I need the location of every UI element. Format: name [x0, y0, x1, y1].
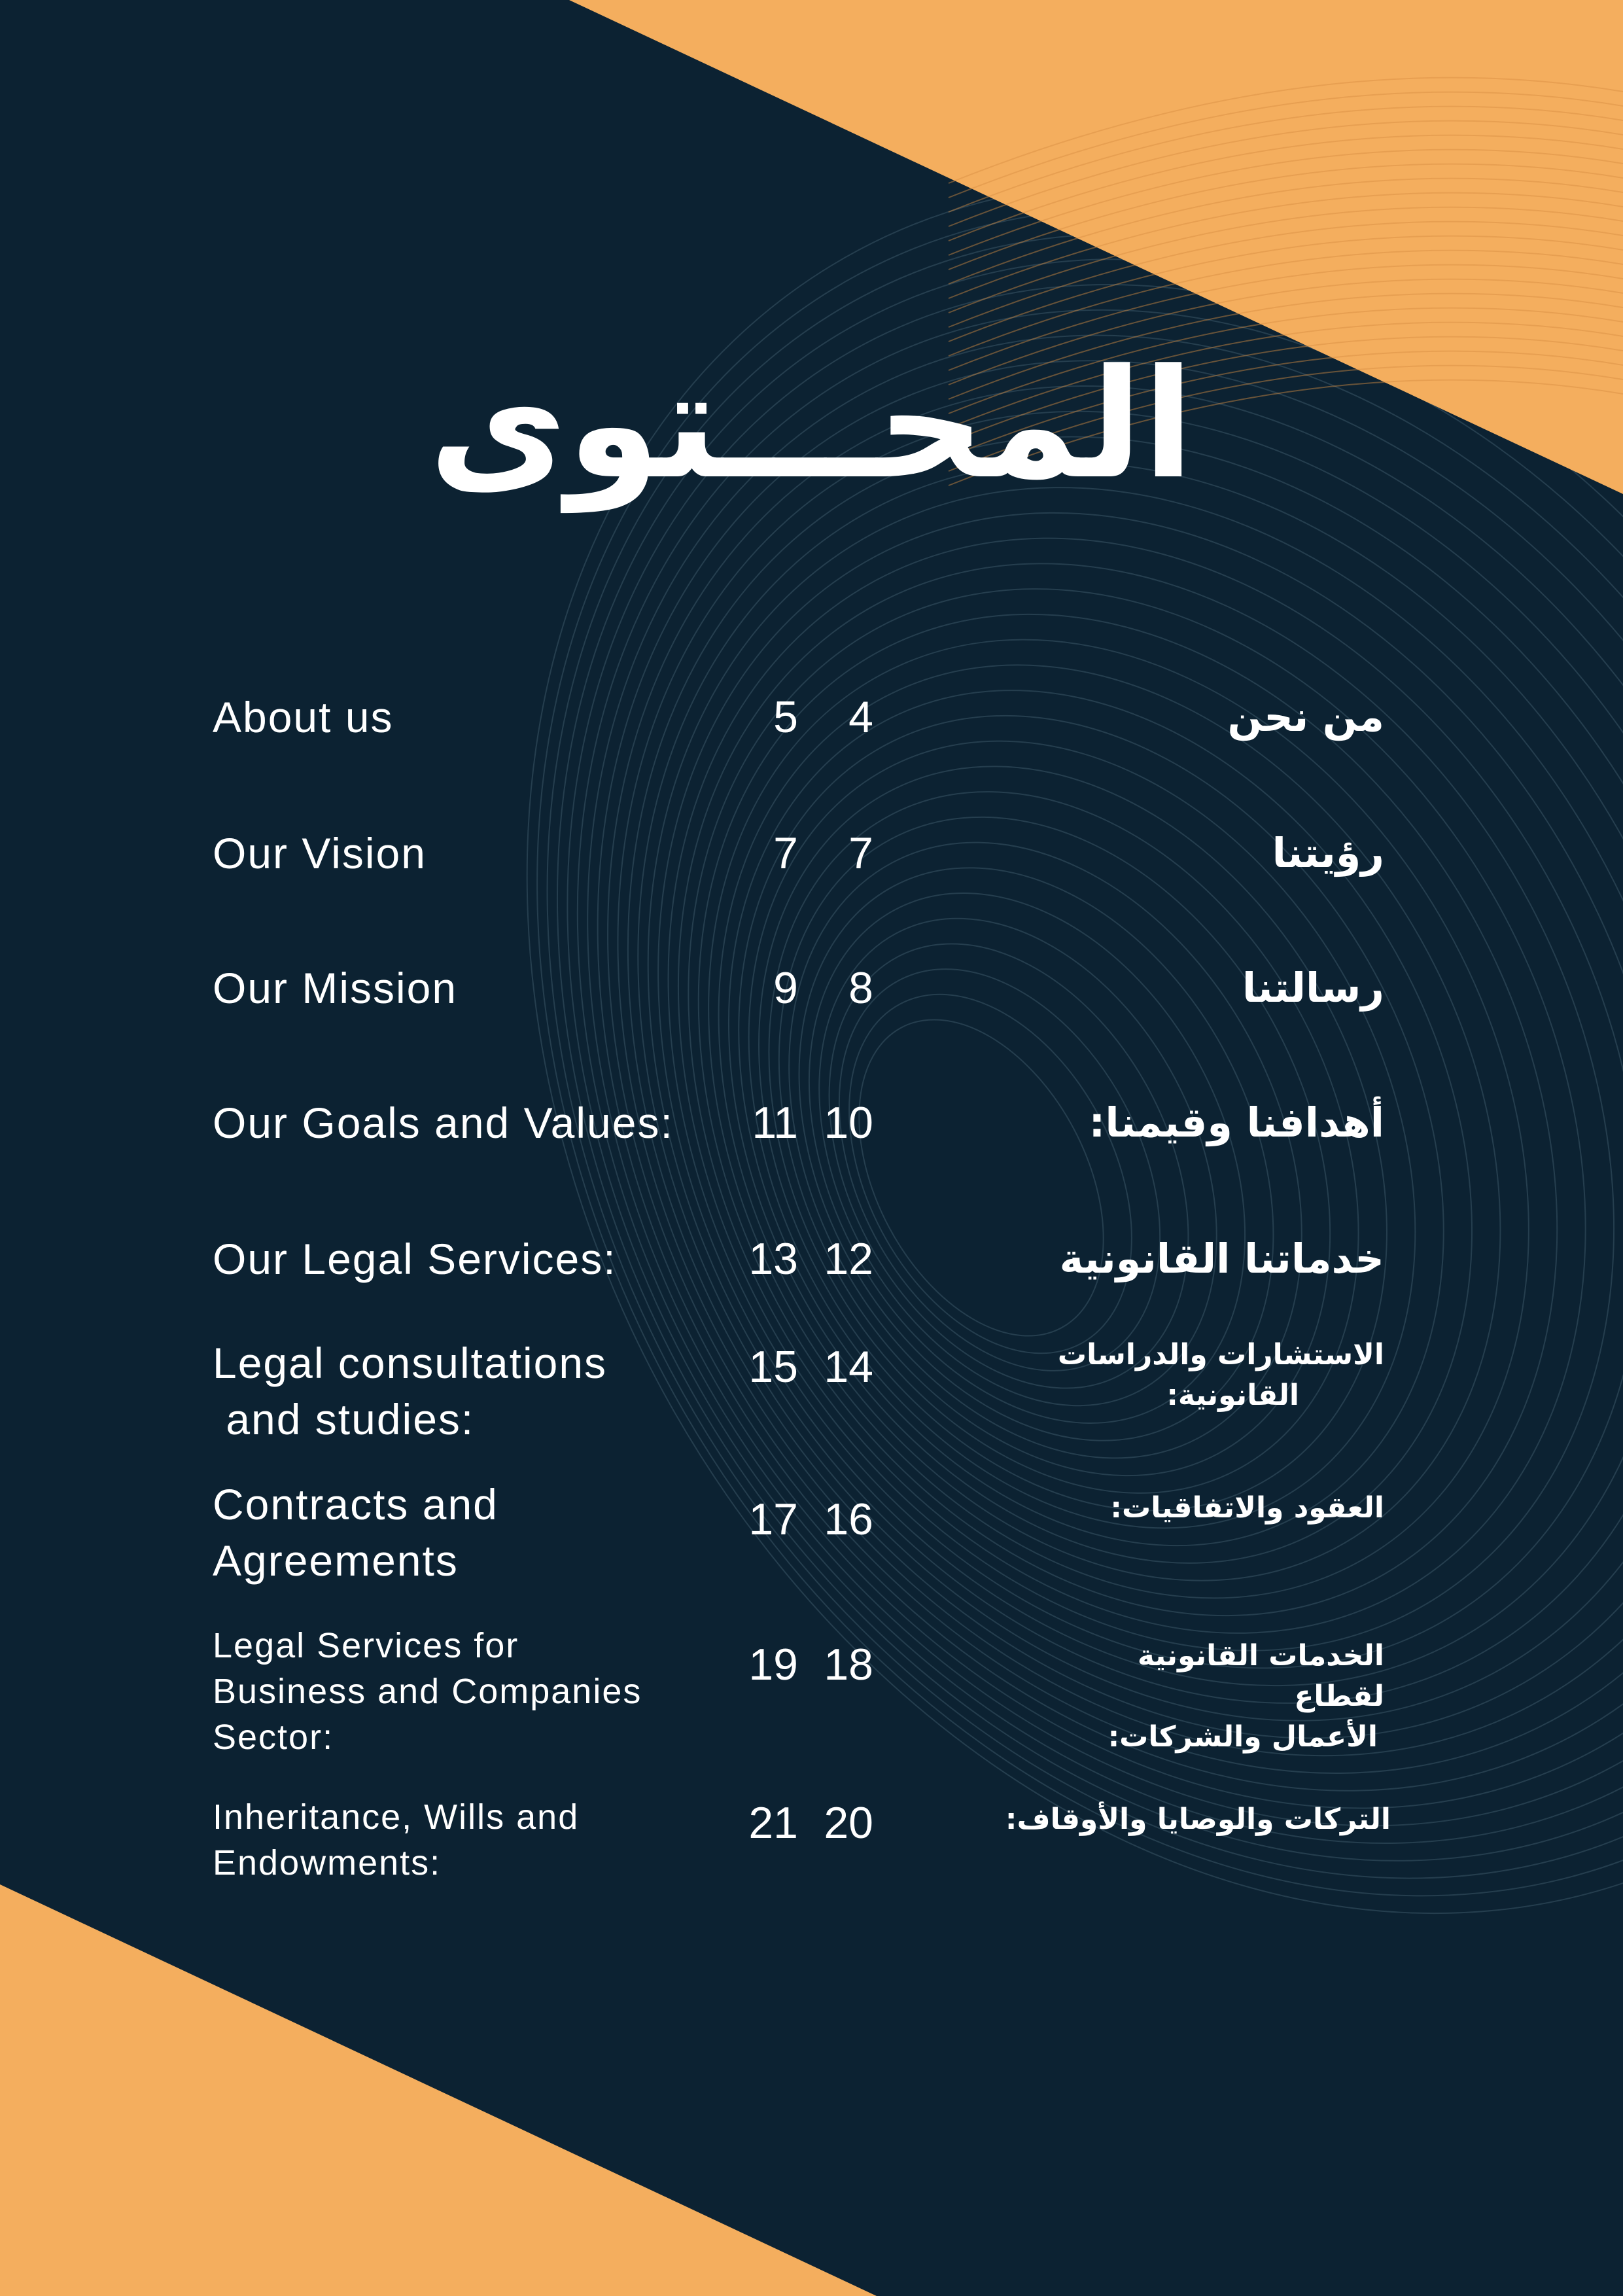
- toc-ar-page: 7: [848, 828, 873, 878]
- toc-en-label: [213, 1476, 684, 1589]
- toc-en-page: 11: [752, 1098, 798, 1148]
- toc-ar-page: 16: [824, 1494, 873, 1544]
- page-title: المحـــتوى: [428, 338, 1195, 512]
- toc-en-label: About us: [213, 693, 394, 741]
- toc-en-label: [213, 1335, 684, 1447]
- toc-en-page: 9: [773, 963, 798, 1013]
- toc-en-line: Endowments:: [213, 1843, 442, 1882]
- toc-ar-page: 18: [824, 1640, 873, 1689]
- toc-en-page: 15: [748, 1342, 798, 1392]
- toc-ar-label: [1044, 1636, 1384, 1757]
- toc-en-line: Contracts and: [213, 1480, 498, 1528]
- toc-en-line: Business and Companies: [213, 1672, 642, 1711]
- toc-en-line: Inheritance, Wills and: [213, 1797, 580, 1837]
- toc-ar-page: 8: [848, 963, 873, 1013]
- toc-ar-page: 20: [824, 1798, 873, 1848]
- toc-en-line: Agreements: [213, 1536, 459, 1585]
- toc-en-page: 17: [748, 1494, 798, 1544]
- toc-ar-label: أهدافنا وقيمنا:: [1089, 1099, 1384, 1146]
- toc-ar-line: الأعمال والشركات:: [1108, 1720, 1378, 1754]
- toc-ar-line: القانونية:: [1166, 1379, 1299, 1412]
- toc-ar-page: 12: [824, 1234, 873, 1284]
- toc-en-page: 7: [773, 828, 798, 878]
- toc-ar-label: رؤيتنا: [1272, 829, 1384, 877]
- toc-ar-label: التركات والوصايا والأوقاف:: [1005, 1803, 1391, 1836]
- toc-ar-label: العقود والاتفاقيات:: [1110, 1491, 1384, 1525]
- toc-en-line: Legal Services for: [213, 1626, 519, 1665]
- toc-en-line: Sector:: [213, 1718, 334, 1757]
- toc-en-label: Our Mission: [213, 964, 458, 1012]
- toc-en-page: 19: [748, 1640, 798, 1689]
- toc-en-page: 13: [748, 1234, 798, 1284]
- toc-ar-page: 14: [824, 1342, 873, 1392]
- toc-en-label: [213, 1623, 684, 1760]
- toc-ar-label: رسالتنا: [1242, 964, 1384, 1012]
- toc-en-line: Legal consultations: [213, 1339, 608, 1387]
- toc-en-page: 21: [748, 1798, 798, 1848]
- toc-ar-line: الاستشارات والدراسات: [1057, 1338, 1384, 1371]
- toc-en-label: [213, 1794, 684, 1886]
- toc-en-page: 5: [773, 692, 798, 742]
- toc-en-label: Our Vision: [213, 829, 427, 877]
- toc-en-label: Our Legal Services:: [213, 1235, 617, 1283]
- toc-ar-page: 4: [848, 692, 873, 742]
- toc-ar-label: [1044, 1335, 1384, 1416]
- toc-ar-label: من نحن: [1227, 693, 1384, 741]
- toc-en-line: and studies:: [213, 1395, 475, 1443]
- toc-ar-line: الخدمات القانونية لقطاع: [1137, 1639, 1384, 1713]
- toc-ar-label: خدماتنا القانونية: [1059, 1235, 1384, 1282]
- toc-ar-page: 10: [824, 1098, 873, 1148]
- toc-en-label: Our Goals and Values:: [213, 1099, 674, 1147]
